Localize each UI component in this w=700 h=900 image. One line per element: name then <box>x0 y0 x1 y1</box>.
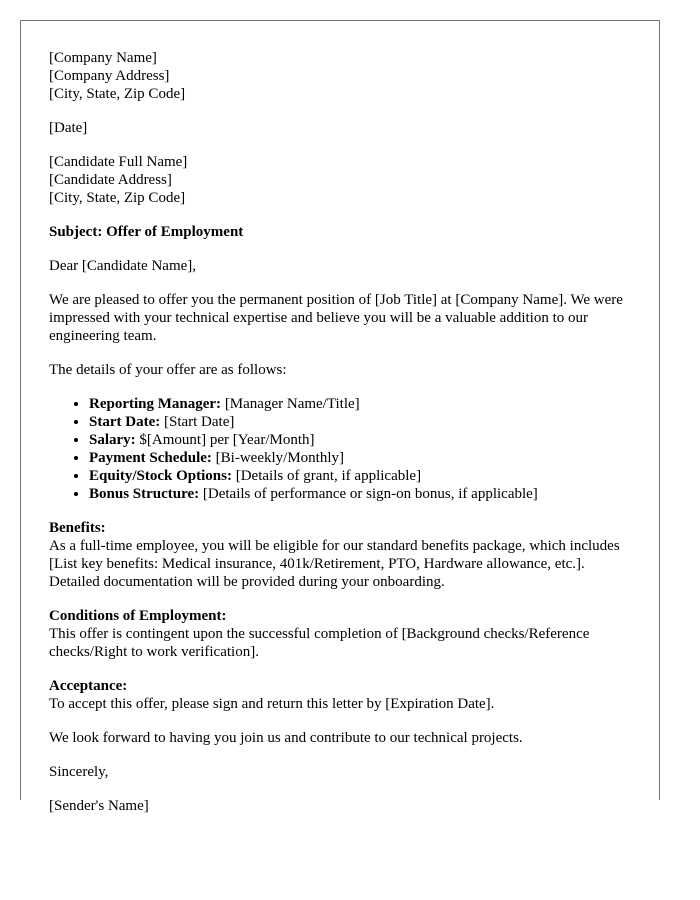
detail-value: [Start Date] <box>160 414 235 430</box>
detail-item-salary <box>89 431 634 449</box>
intro-paragraph: We are pleased to offer you the permanent position of [Job Title] at [Company Name]. We were impressed with your technical expertise and believe you will be a valuable addition to our engineering team. <box>49 292 623 344</box>
sender-block <box>49 49 634 103</box>
recipient-city-state-zip: [City, State, Zip Code] <box>49 190 186 206</box>
signer-name: [Sender's Name] <box>49 798 149 814</box>
detail-item-start-date <box>89 413 634 431</box>
detail-item-reporting-manager <box>89 395 634 413</box>
conditions-section <box>49 607 634 661</box>
recipient-full-name: [Candidate Full Name] <box>49 154 188 170</box>
detail-label: Payment Schedule: <box>89 450 212 466</box>
detail-label: Equity/Stock Options: <box>89 468 232 484</box>
details-intro: The details of your offer are as follows: <box>49 362 287 378</box>
detail-item-bonus <box>89 485 634 503</box>
letter-date: [Date] <box>49 120 88 136</box>
benefits-text: As a full-time employee, you will be eligible for our standard benefits package, which includes [List key benefits: Medical insurance, 401k/Retirement, PTO, Hardware allowance, etc.]. Detailed documentation will be provided during your onboarding. <box>49 538 620 590</box>
detail-label: Start Date: <box>89 414 161 430</box>
letter-page <box>20 20 660 814</box>
detail-item-equity <box>89 467 634 485</box>
detail-label: Bonus Structure: <box>89 486 200 502</box>
acceptance-heading: Acceptance: <box>49 678 128 694</box>
benefits-section <box>49 519 634 591</box>
conditions-heading: Conditions of Employment: <box>49 608 227 624</box>
conditions-text: This offer is contingent upon the successful completion of [Background checks/Reference checks/Right to work verification]. <box>49 626 590 660</box>
detail-value: [Details of performance or sign-on bonus, if applicable] <box>199 486 538 502</box>
sender-city-state-zip: [City, State, Zip Code] <box>49 86 186 102</box>
letter-content <box>49 49 634 831</box>
sender-company-address: [Company Address] <box>49 68 170 84</box>
detail-label: Salary: <box>89 432 136 448</box>
closing-paragraph: We look forward to having you join us and contribute to our technical projects. <box>49 730 523 746</box>
benefits-heading: Benefits: <box>49 520 106 536</box>
detail-label: Reporting Manager: <box>89 396 222 412</box>
acceptance-section <box>49 677 634 713</box>
detail-value: [Bi-weekly/Monthly] <box>211 450 344 466</box>
detail-value: [Manager Name/Title] <box>221 396 360 412</box>
acceptance-text: To accept this offer, please sign and return this letter by [Expiration Date]. <box>49 696 495 712</box>
recipient-address: [Candidate Address] <box>49 172 172 188</box>
offer-details-list <box>49 395 634 503</box>
detail-value: $[Amount] per [Year/Month] <box>135 432 315 448</box>
letter-subject: Subject: Offer of Employment <box>49 224 244 240</box>
sender-company-name: [Company Name] <box>49 50 157 66</box>
salutation: Dear [Candidate Name], <box>49 258 197 274</box>
sign-off: Sincerely, <box>49 764 109 780</box>
recipient-block <box>49 153 634 207</box>
detail-value: [Details of grant, if applicable] <box>231 468 422 484</box>
detail-item-payment-schedule <box>89 449 634 467</box>
